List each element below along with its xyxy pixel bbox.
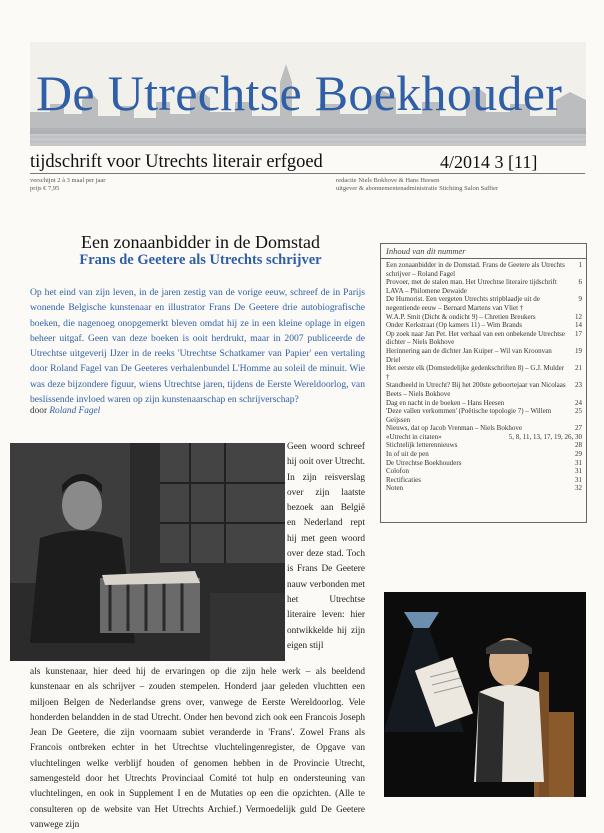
masthead-divider bbox=[30, 173, 585, 174]
toc-item-title: Dag en nacht in de boeken – Hans Heesen bbox=[386, 398, 505, 407]
article-subtitle: Frans de Geetere als Utrechts schrijver bbox=[79, 252, 322, 268]
toc-item-page: 5, 8, 11, 13, 17, 19, 26, 30 bbox=[508, 432, 582, 441]
toc-item bbox=[386, 381, 582, 398]
toc-item-page: 27 bbox=[575, 424, 582, 433]
toc-item bbox=[386, 459, 582, 468]
toc-item-title: Standbeeld in Utrecht? Bij het 200ste geboortejaar van Nicolaas Beets – Niels Bokhove bbox=[386, 381, 566, 398]
byline-author: Roland Fagel bbox=[49, 406, 101, 416]
toc-item-page: 24 bbox=[575, 398, 582, 407]
toc-item bbox=[386, 424, 582, 433]
masthead-title: De Utrechtse Boekhouder bbox=[36, 65, 563, 121]
toc-item bbox=[386, 399, 582, 408]
masthead-subtitle: tijdschrift voor Utrechts literair erfgoed bbox=[30, 152, 323, 172]
editorial-info bbox=[336, 177, 586, 193]
article-intro: Op het eind van zijn leven, in de jaren zestig van de vorige eeuw, schreef de in Parijs wonende Belgische kunstenaar en illustrator Frans De Geetere drie autobiografische boeken, die nagenoeg onopgemerkt bleven omdat hij ze in een kleine oplage in eigen beheer uitgaf. Geen van deze boeken is ooit herdrukt, maar in 2007 publiceerde de Utrechtse uitgeverij IJzer in de reeks 'Utrechtse Schatkamer van Papier' een vertaling door Roland Fagel van De Geeteres verhalenbundel L'Homme au soleil de minuit. Wie was deze bijzondere figuur, wiens Utrechtse jaren, tijdens de Eerste Wereldoorlog, van beslissende invloed waren op zijn kunstenaarschap en schrijverschap? bbox=[30, 287, 365, 406]
publisher-text: uitgever & abonnementenadministratie Stichting Salon Saffier bbox=[336, 185, 499, 192]
toc-item bbox=[386, 330, 582, 347]
price-text: prijs € 7,95 bbox=[30, 185, 60, 192]
toc-item-title: Colofon bbox=[386, 467, 409, 476]
toc-item-title: Stichtelijk letterennieuws bbox=[386, 441, 458, 450]
toc-item-page: 31 bbox=[575, 458, 582, 467]
toc-item bbox=[386, 295, 582, 312]
byline bbox=[30, 406, 100, 416]
toc-item bbox=[386, 476, 582, 485]
toc-item-page: 21 bbox=[575, 364, 582, 373]
toc-item-page: 23 bbox=[575, 381, 582, 390]
article-body: als kunstenaar, hier deed hij de ervaringen op die zijn hele werk – als beeldend kunstenaar en als schrijver – zouden stempelen. Honderd jaar geleden vluchtten een miljoen Belgen de Nederlandse grens over, vanwege de Eerste Wereldoorlog. Vele honderden belandden in de stad Utrecht. Onder hen bevond zich ook een Francois Joseph Jean De Geetere, die zijn voornaam subiet veranderde in 'Frans'. Zowel Frans als Francois ontbreken echter in het Utrechtse vluchtelingenregister, de Opgave van vluchtelingen welke verblijf houden of genomen hebben in de Provincie Utrecht, samengesteld door het Utrechts Provinciaal Comité tot hulp en ondersteuning van vluchtelingen, en ook in Supplement I en de Mutaties op een die opzichten. (Alle te consulteren op de website van Het Utrechts Archief.) Vermoedelijk guld De Geetere vanwege zijn bbox=[30, 667, 365, 830]
toc-item-title: Rectificaties bbox=[386, 475, 421, 484]
publication-info bbox=[30, 177, 200, 193]
toc-item-title: Het eerste elk (Domstedelijke gedenkschriften 8) – G.J. Mulder † bbox=[386, 364, 565, 381]
toc-item bbox=[386, 364, 582, 381]
masthead-banner bbox=[30, 42, 586, 146]
toc-item-title: «Utrecht in citaten» bbox=[386, 432, 442, 441]
toc-item-page: 19 bbox=[575, 346, 582, 355]
toc-item-page: 25 bbox=[575, 407, 582, 416]
toc-item-page: 9 bbox=[578, 295, 582, 304]
toc-item-page: 29 bbox=[575, 450, 582, 459]
toc-item-title: W.A.P. Smit (Dicht & ondicht 9) – Chretien Breukers bbox=[386, 312, 536, 321]
artist-portrait-photo bbox=[10, 443, 285, 661]
toc-item-title: Een zonaanbidder in de Domstad. Frans de Geetere als Utrechts schrijver – Roland Fagel bbox=[386, 261, 565, 278]
toc-item-page: 17 bbox=[575, 329, 582, 338]
toc-item-title: In of uit de pen bbox=[386, 450, 429, 459]
reader-illustration-photo bbox=[384, 592, 586, 797]
toc-item-page: 1 bbox=[578, 261, 582, 269]
toc-item bbox=[386, 278, 582, 295]
toc-list bbox=[386, 261, 582, 493]
article-title: Een zonaanbidder in de Domstad bbox=[81, 232, 320, 252]
toc-item bbox=[386, 441, 582, 450]
article-column-narrow: Geen woord schreef hij ooit over Utrecht. In zijn reisverslag over zijn laatste bezoek aan België en Nederland rept hij met geen woord over deze stad. Toch is Frans De Geetere nauw verbonden met het Utrechtse literaire leven: hier ontwikkelde hij zijn eigen stijl bbox=[287, 442, 365, 651]
toc-item-page: 6 bbox=[578, 278, 582, 287]
toc-item bbox=[386, 484, 582, 493]
toc-item bbox=[386, 261, 582, 278]
table-of-contents bbox=[380, 243, 587, 523]
toc-item-title: Herinnering aan de dichter Jan Kuiper – Wil van Kroonvan Driel bbox=[386, 346, 552, 364]
toc-item bbox=[386, 313, 582, 322]
toc-item-title: De Utrechtse Boekhouders bbox=[386, 458, 462, 467]
editors-text: redactie Niels Bokhove & Hans Heesen bbox=[336, 177, 440, 184]
toc-item-title: Noten bbox=[386, 484, 404, 493]
toc-item-page: 14 bbox=[575, 321, 582, 330]
toc-item-page: 28 bbox=[575, 441, 582, 450]
toc-item-page: 32 bbox=[575, 484, 582, 493]
toc-item bbox=[386, 321, 582, 330]
toc-item-page: 31 bbox=[575, 467, 582, 476]
issue-number: 4/2014 3 [11] bbox=[440, 152, 538, 172]
toc-item bbox=[386, 450, 582, 459]
toc-item-page: 31 bbox=[575, 475, 582, 484]
byline-prefix: door bbox=[30, 406, 48, 416]
toc-item-title: Op zoek naar Jan Pet. Het verhaal van een onbekende Utrechtse dichter – Niels Bokhove bbox=[386, 329, 566, 347]
toc-item-title: Onder Kerkstraat (Op kamers 11) – Wim Brands bbox=[386, 321, 522, 330]
toc-item-title: De Humorist. Een vergeten Utrechts stripblaadje uit de negentiende eeuw – Bernard Martens van Vliet † bbox=[386, 295, 540, 312]
toc-item bbox=[386, 407, 582, 424]
toc-heading: Inhoud van dit nummer bbox=[386, 246, 466, 256]
toc-item-title: 'Deze vallen verkommen' (Poëtische topologie 7) – Willem Geijssen bbox=[386, 407, 552, 424]
toc-item-page: 12 bbox=[575, 312, 582, 321]
toc-item bbox=[386, 433, 582, 442]
toc-header bbox=[381, 244, 586, 259]
toc-item bbox=[386, 467, 582, 476]
toc-item-title: Provoer, met de stalen man. Het Utrechtse literaire tijdschrift LAVA – Philomene Dewaide bbox=[386, 278, 557, 295]
toc-item bbox=[386, 347, 582, 364]
toc-item-title: Nieuws, dat op Jacob Vrenman – Niels Bokhove bbox=[386, 424, 522, 433]
frequency-text: verschijnt 2 à 3 maal per jaar bbox=[30, 177, 106, 184]
